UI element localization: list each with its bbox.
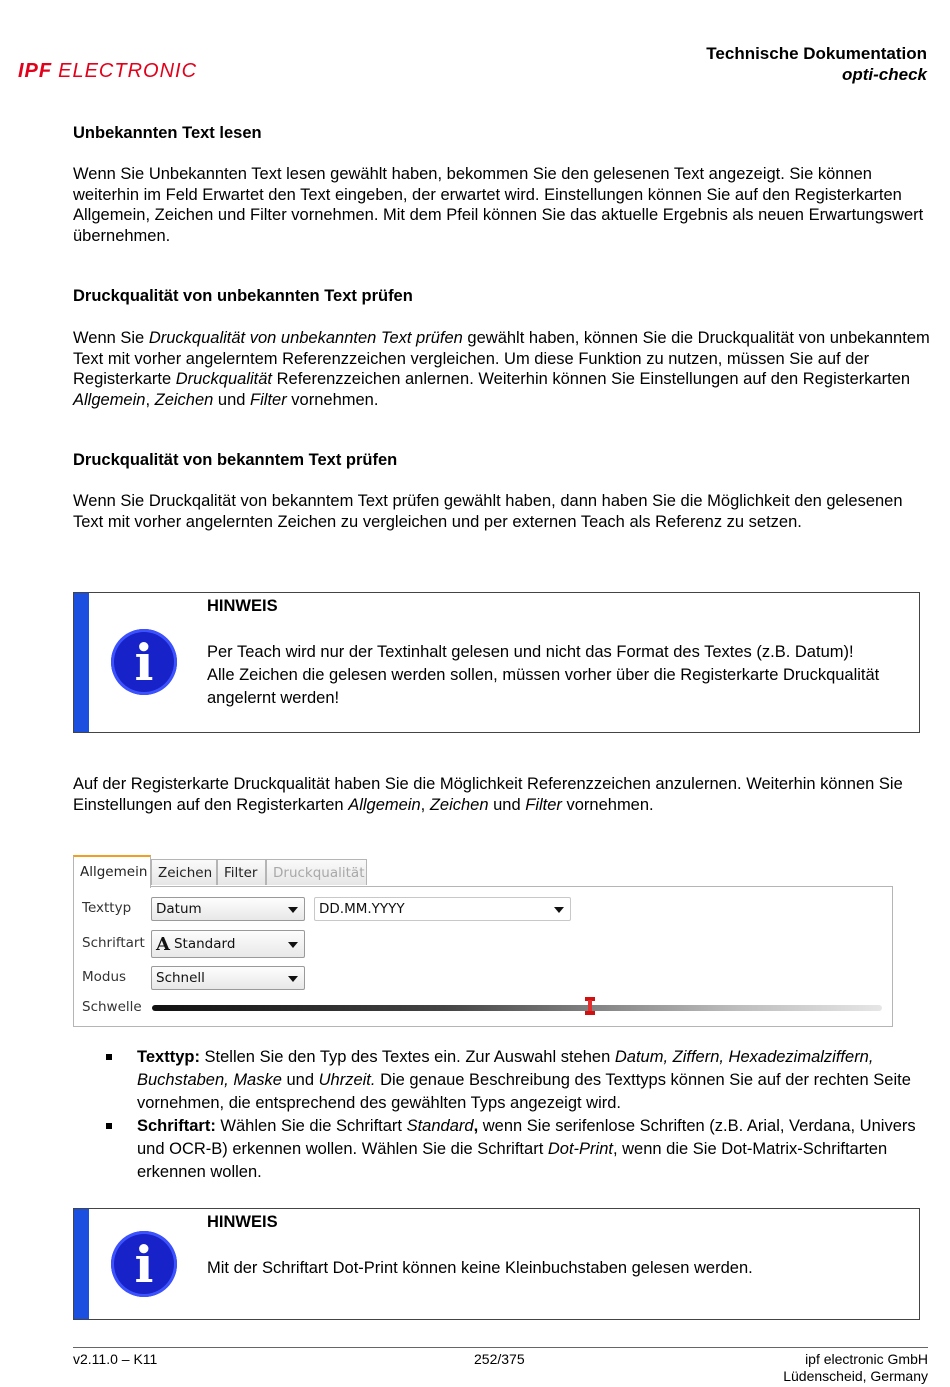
schwelle-label: Schwelle	[82, 999, 142, 1015]
company-logo	[18, 60, 197, 83]
square-bullet-icon	[106, 1054, 112, 1060]
slider-thumb[interactable]	[587, 997, 593, 1015]
tab-zeichen[interactable]: Zeichen	[151, 859, 217, 885]
font-icon: A	[156, 934, 170, 955]
list-item: Texttyp: Stellen Sie den Typ des Textes ein. Zur Auswahl stehen Datum, Ziffern, Hexadezimalziffern, Buchstaben, Maske und Uhrzeit. Die genaue Beschreibung des Texttyps können Sie auf der rechten Seite vornehmen, die entsprechend des gewählten Typs angezeigt wird.	[73, 1046, 933, 1115]
section-heading: Druckqualität von unbekannten Text prüfen	[73, 287, 413, 305]
logo-ipf: IPF	[18, 60, 53, 82]
note-title: HINWEIS	[207, 1213, 278, 1231]
tab-allgemein[interactable]: Allgemein	[73, 855, 151, 888]
footer-divider	[73, 1347, 928, 1348]
modus-select[interactable]: Schnell	[151, 966, 305, 990]
tab-filter[interactable]: Filter	[217, 859, 266, 885]
section-text: Wenn Sie Unbekannten Text lesen gewählt haben, bekommen Sie den gelesenen Text angezeigt. Sie können weiterhin im Feld Erwartet den Text eingeben, der erwartet wird. Einstellungen können Sie auf den Registerkarten Allgemein, Zeichen und Filter vornehmen. Mit dem Pfeil können Sie das aktuelle Ergebnis als neuen Erwartungswert übernehmen.	[73, 165, 924, 245]
info-icon: i	[111, 629, 177, 695]
product-name: opti-check	[841, 65, 927, 84]
note-title: HINWEIS	[207, 597, 278, 615]
footer-page-number: 252/375	[474, 1351, 525, 1367]
note-text: Per Teach wird nur der Textinhalt gelesen und nicht das Format des Textes (z.B. Datum)! Alle Zeichen die gelesen werden sollen, müssen vorher über die Registerkarte Druckqualität angelernt werden!	[207, 643, 880, 707]
modus-label: Modus	[82, 969, 127, 985]
section-text: Wenn Sie Druckqualität von unbekannten Text prüfen gewählt haben, können Sie die Druckqualität von unbekanntem Text mit vorher angelerntem Referenzzeichen vergleichen. Um diese Funktion zu nutzen, müssen Sie auf der Registerkarte Druckqualität Referenzzeichen anlernen. Weiterhin können Sie Einstellungen auf den Registerkarten Allgemein, Zeichen und Filter vornehmen.	[73, 329, 930, 409]
schriftart-select[interactable]: A Standard	[151, 930, 305, 958]
texttyp-select[interactable]: Datum	[151, 897, 305, 921]
note-text: Mit der Schriftart Dot-Print können keine Kleinbuchstaben gelesen werden.	[207, 1259, 753, 1277]
square-bullet-icon	[106, 1123, 112, 1129]
section-text: Auf der Registerkarte Druckqualität haben Sie die Möglichkeit Referenzzeichen anzulernen. Weiterhin können Sie Einstellungen auf den Registerkarten Allgemein, Zeichen und Filter vornehmen.	[73, 775, 903, 814]
section-heading: Druckqualität von bekanntem Text prüfen	[73, 451, 398, 469]
bullet-list	[73, 1046, 933, 1184]
note-box	[73, 592, 920, 733]
section-text: Wenn Sie Druckqalität von bekanntem Text prüfen gewählt haben, dann haben Sie die Möglichkeit den gelesenen Text mit vorher angelernten Zeichen zu vergleichen und per externen Teach als Referenz zu setzen.	[73, 492, 903, 531]
chevron-down-icon	[288, 942, 298, 948]
note-box	[73, 1208, 920, 1320]
tab-druckqualitaet[interactable]: Druckqualität	[266, 859, 367, 885]
logo-electronic: ELECTRONIC	[58, 60, 198, 82]
note-accent-bar	[74, 1209, 89, 1319]
schwelle-slider[interactable]	[152, 1005, 882, 1011]
note-accent-bar	[74, 593, 89, 732]
chevron-down-icon	[554, 907, 564, 913]
doc-title: Technische Dokumentation	[706, 44, 927, 63]
chevron-down-icon	[288, 907, 298, 913]
document-header	[706, 43, 927, 85]
schriftart-label: Schriftart	[82, 935, 145, 951]
footer-company: ipf electronic GmbH Lüdenscheid, Germany	[783, 1351, 928, 1384]
chevron-down-icon	[288, 976, 298, 982]
settings-panel-screenshot	[73, 855, 893, 1027]
date-format-select[interactable]: DD.MM.YYYY	[314, 897, 571, 921]
section-heading: Unbekannten Text lesen	[73, 124, 262, 142]
texttyp-label: Texttyp	[82, 900, 132, 916]
footer-version: v2.11.0 – K11	[73, 1351, 158, 1367]
info-icon: i	[111, 1231, 177, 1297]
list-item: Schriftart: Wählen Sie die Schriftart Standard, wenn Sie serifenlose Schriften (z.B. Arial, Verdana, Univers und OCR-B) erkennen wollen. Wählen Sie die Schriftart Dot-Print, wenn die Sie Dot-Matrix-Schriftarten erkennen wollen.	[73, 1115, 933, 1184]
tab-panel-allgemein	[73, 886, 893, 1027]
